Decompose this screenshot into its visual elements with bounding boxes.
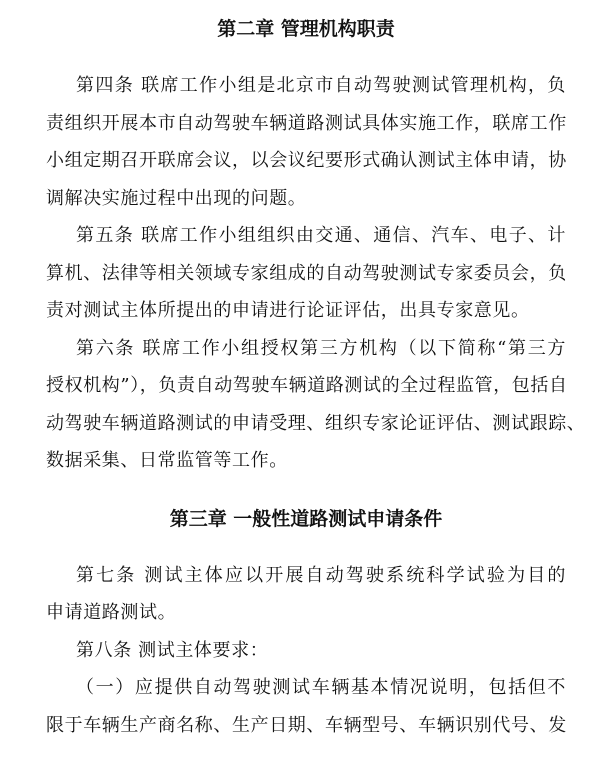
article-5 [46,217,566,330]
article-8-item-1-line-2: 限于车辆生产商名称、生产日期、车辆型号、车辆识别代号、发 [46,714,567,736]
document-page [46,0,586,744]
article-6-line-4: 数据采集、日常监管等工作。 [46,450,288,471]
article-4-line-2: 责组织开展本市自动驾驶车辆道路测试具体实施工作，联席工作 [46,112,567,134]
chapter-2-title: 第二章 管理机构职责 [217,18,395,40]
article-5-line-3: 责对测试主体所提出的申请进行论证评估，出具专家意见。 [46,300,530,321]
article-5-line-1: 第五条 联席工作小组组织由交通、通信、汽车、电子、计 [76,225,566,246]
article-8-item-1 [46,669,566,744]
article-8-item-1-line-1: （一）应提供自动驾驶测试车辆基本情况说明，包括但不 [76,677,566,698]
article-4-line-3: 小组定期召开联席会议，以会议纪要形式确认测试主体申请，协 [46,150,567,171]
article-6-line-1: 第六条 联席工作小组授权第三方机构（以下简称“第三方 [76,337,566,359]
chapter-3-title: 第三章 一般性道路测试申请条件 [169,507,443,530]
article-4-line-1: 第四条 联席工作小组是北京市自动驾驶测试管理机构，负 [76,75,566,96]
article-6-line-2: 授权机构”），负责自动驾驶车辆道路测试的全过程监管，包括自 [46,375,568,396]
article-7 [46,557,566,632]
article-7-line-2: 申请道路测试。 [46,602,177,623]
article-4 [46,67,566,217]
article-7-line-1: 第七条 测试主体应以开展自动驾驶系统科学试验为目的 [76,564,566,586]
article-8-line-1: 第八条 测试主体要求： [76,639,269,661]
article-6-line-3: 动驾驶车辆道路测试的申请受理、组织专家论证评估、测试跟踪、 [46,412,586,434]
article-8 [46,632,566,670]
article-6 [46,330,586,480]
article-4-line-4: 调解决实施过程中出现的问题。 [46,187,307,209]
article-5-line-2: 算机、法律等相关领域专家组成的自动驾驶测试专家委员会，负 [46,262,567,284]
